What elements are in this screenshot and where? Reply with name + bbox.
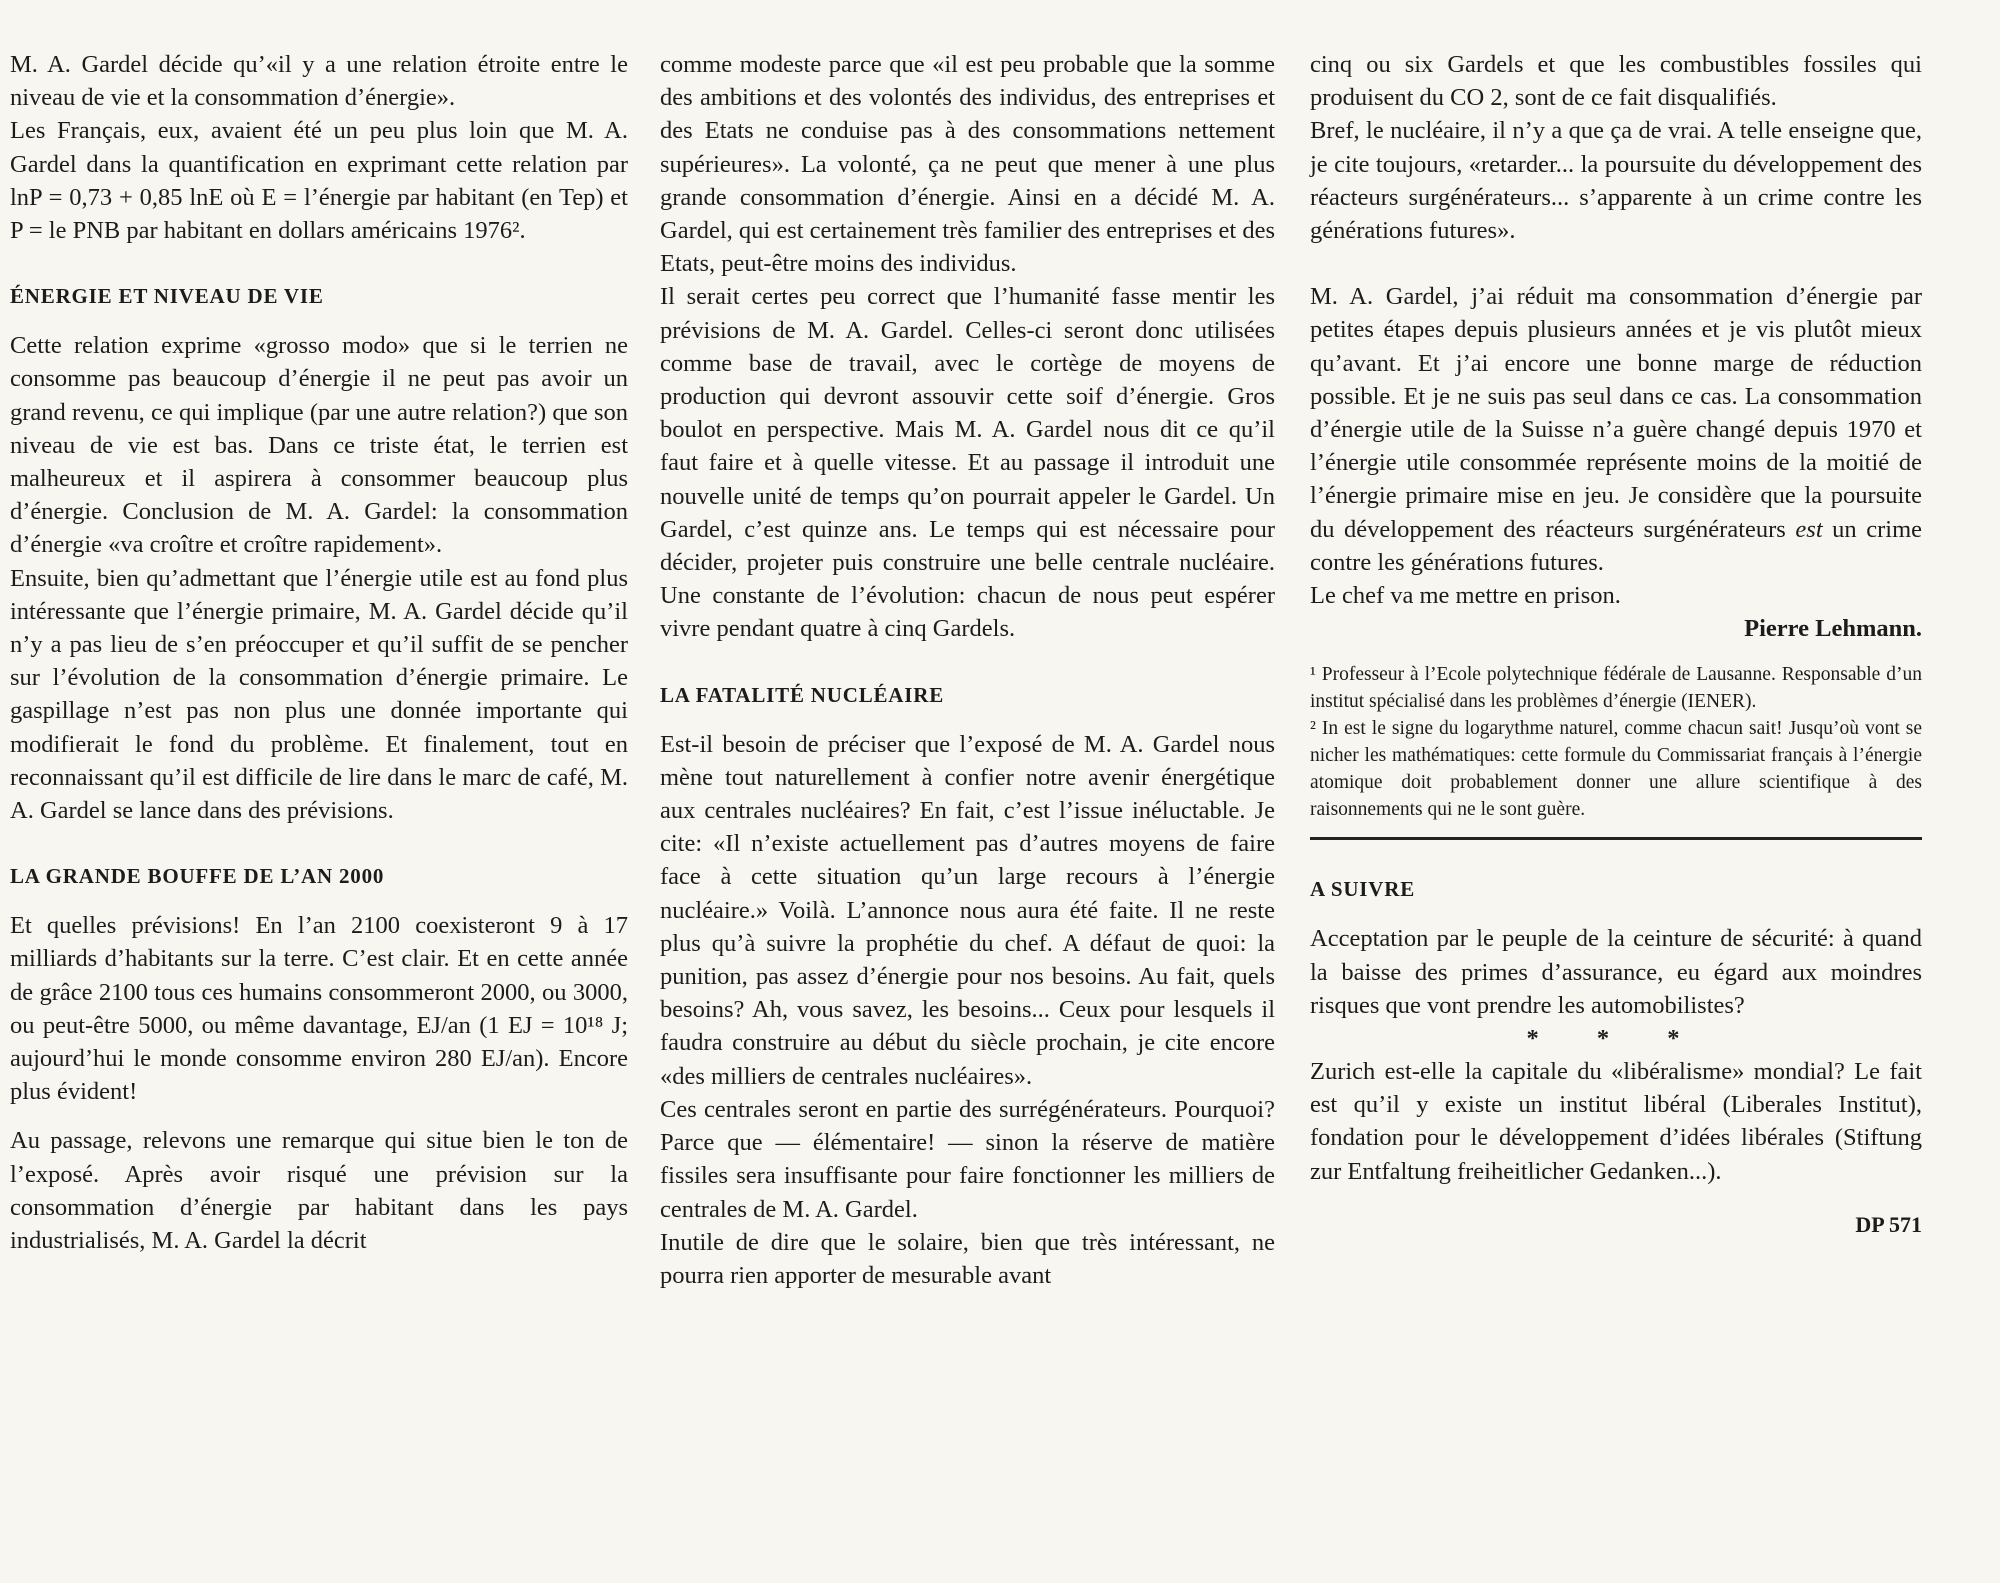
paragraph-text: un crime contre les générations futures. [1310, 515, 1922, 576]
spacer [1310, 645, 1922, 661]
section-heading: LA FATALITÉ NUCLÉAIRE [660, 682, 945, 707]
spacer [1310, 906, 1922, 922]
column-2 [660, 48, 1275, 1292]
paragraph: Zurich est-elle la capitale du «libéralisme» mondial? Le fait est qu’il y existe un institut libéral (Liberales Institut), fondation pour le développement d’idées libérales (Stiftung zur Entfaltung freiheitlicher Gedanken...). [1310, 1058, 1922, 1185]
column-1 [10, 48, 628, 1257]
paragraph: Le chef va me mettre en prison. [1310, 582, 1621, 610]
spacer [10, 1108, 628, 1124]
paragraph: M. A. Gardel décide qu’«il y a une relation étroite entre le niveau de vie et la consommation d’énergie». [10, 51, 628, 112]
spacer [10, 893, 628, 909]
section-heading: ÉNERGIE ET NIVEAU DE VIE [10, 284, 324, 309]
paragraph: Est-il besoin de préciser que l’exposé de M. A. Gardel nous mène tout naturellement à confier notre avenir énergétique aux centrales nucléaires? En fait, c’est l’issue inéluctable. Je cite: «Il n’existe actuellement pas d’autres moyens de faire face à cette situation qu’un large recours à l’énergie nucléaire.» Voilà. L’annonce nous aura été faite. Il ne reste plus qu’à suivre la prophétie du chef. A défaut de quoi: la punition, pas assez d’énergie pour nos besoins. Au fait, quels besoins? Ah, vous savez, les besoins... Ceux pour lesquels il faudra construire au début du siècle prochain, je cite encore «des milliers de centrales nucléaires». [660, 730, 1275, 1090]
footnote: ² In est le signe du logarythme naturel, comme chacun sait! Jusqu’où vont se nicher les mathématiques: cette formule du Commissariat français à l’énergie atomique doit probablement donner une allure scientifique à des raisonnements qui ne le sont guère. [1310, 718, 1922, 821]
paragraph [1310, 280, 1922, 579]
page-number: DP 571 [1855, 1211, 1922, 1237]
spacer [1310, 840, 1922, 873]
separator-stars: * * * [1526, 1025, 1706, 1053]
paragraph: Les Français, eux, avaient été un peu plus loin que M. A. Gardel dans la quantification en exprimant cette relation par lnP = 0,73 + 0,85 lnE où E = l’énergie par habitant (en Tep) et P = le PNB par habitant en dollars américains 1976². [10, 117, 628, 245]
spacer [1310, 247, 1922, 280]
footnotes [1310, 661, 1922, 823]
paragraph-text: M. A. Gardel, j’ai réduit ma consommation d’énergie par petites étapes depuis plusieurs années et je vis plutôt mieux qu’avant. Et j’ai encore une bonne marge de réduction possible. Et je ne suis pas seul dans ce cas. La consommation d’énergie utile de la Suisse n’a guère changé depuis 1970 et l’énergie utile consommée représente moins de la moitié de l’énergie primaire mise en jeu. Je considère que la poursuite du développement des réacteurs surgénérateurs [1310, 283, 1922, 543]
paragraph: comme modeste parce que «il est peu probable que la somme des ambitions et des volontés des individus, des entreprises et des Etats ne conduise pas à des consommations nettement supérieures». La volonté, ça ne peut que mener à une plus grande consommation d’énergie. Ainsi en a décidé M. A. Gardel, qui est certainement très familier des entreprises et des Etats, peut-être moins des individus. [660, 51, 1275, 278]
paragraph: Acceptation par le peuple de la ceinture de sécurité: à quand la baisse des primes d’assurance, eu égard aux moindres risques que vont prendre les automobilistes? [1310, 925, 1922, 1019]
paragraph: Il serait certes peu correct que l’humanité fasse mentir les prévisions de M. A. Gardel. Celles-ci seront donc utilisées comme base de travail, avec le cortège de moyens de production qui devront assouvir cette soif d’énergie. Gros boulot en perspective. Mais M. A. Gardel nous dit ce qu’il faut faire et à quelle vitesse. Et au passage il introduit une nouvelle unité de temps qu’on pourrait appeler le Gardel. Un Gardel, c’est quinze ans. Le temps qui est nécessaire pour décider, projeter puis construire une belle centrale nucléaire. Une constante de l’évolution: chacun de nous peut espérer vivre pendant quatre à cinq Gardels. [660, 283, 1275, 643]
paragraph: Ces centrales seront en partie des surrégénérateurs. Pourquoi? Parce que — élémentaire! — sinon la réserve de matière fissiles sera insuffisante pour faire fonctionner les milliers de centrales de M. A. Gardel. [660, 1095, 1275, 1223]
section-heading: A SUIVRE [1310, 877, 1416, 902]
paragraph: Bref, le nucléaire, il n’y a que ça de vrai. A telle enseigne que, je cite toujours, «retarder... la poursuite du développement des réacteurs surgénérateurs... s’apparente à un crime contre les générations futures». [1310, 117, 1922, 245]
author-signature: Pierre Lehmann. [1744, 615, 1922, 643]
spacer [10, 313, 628, 329]
spacer [10, 247, 628, 280]
emphasis: est [1795, 515, 1823, 543]
paragraph: Au passage, relevons une remarque qui situe bien le ton de l’exposé. Après avoir risqué une prévision sur la consommation d’énergie par habitant dans les pays industrialisés, M. A. Gardel la décrit [10, 1127, 628, 1255]
paragraph: Ensuite, bien qu’admettant que l’énergie utile est au fond plus intéressante que l’énergie primaire, M. A. Gardel décide qu’il n’y a pas lieu de s’en préoccuper et qu’il suffit de se pencher sur l’évolution de la consommation d’énergie primaire. Le gaspillage n’est pas non plus une donnée importante qui modifierait le fond du problème. Et finalement, tout en reconnaissant qu’il est difficile de lire dans le marc de café, M. A. Gardel se lance dans des prévisions. [10, 564, 628, 825]
spacer [10, 827, 628, 860]
spacer [660, 712, 1275, 728]
paragraph: cinq ou six Gardels et que les combustibles fossiles qui produisent du CO 2, sont de ce fait disqualifiés. [1310, 51, 1922, 112]
paragraph: Cette relation exprime «grosso modo» que si le terrien ne consomme pas beaucoup d’énergie il ne peut pas avoir un grand revenu, ce qui implique (par une autre relation?) que son niveau de vie est bas. Dans ce triste état, le terrien est malheureux et il aspirera à consommer beaucoup plus d’énergie. Conclusion de M. A. Gardel: la consommation d’énergie «va croître et croître rapidement». [10, 332, 628, 559]
paragraph: Et quelles prévisions! En l’an 2100 coexisteront 9 à 17 milliards d’habitants sur la terre. C’est clair. Et en cette année de grâce 2100 tous ces humains consommeront 2000, ou 3000, ou peut-être 5000, ou même davantage, EJ/an (1 EJ = 10¹⁸ J; aujourd’hui le monde consomme environ 280 EJ/an). Encore plus évident! [10, 912, 628, 1106]
section-heading: LA GRANDE BOUFFE DE L’AN 2000 [10, 864, 385, 889]
footnote: ¹ Professeur à l’Ecole polytechnique fédérale de Lausanne. Responsable d’un institut spécialisé dans les problèmes d’énergie (IENER). [1310, 664, 1922, 713]
column-3 [1310, 48, 1922, 1241]
spacer [660, 646, 1275, 679]
paragraph: Inutile de dire que le solaire, bien que très intéressant, ne pourra rien apporter de mesurable avant [660, 1228, 1275, 1289]
